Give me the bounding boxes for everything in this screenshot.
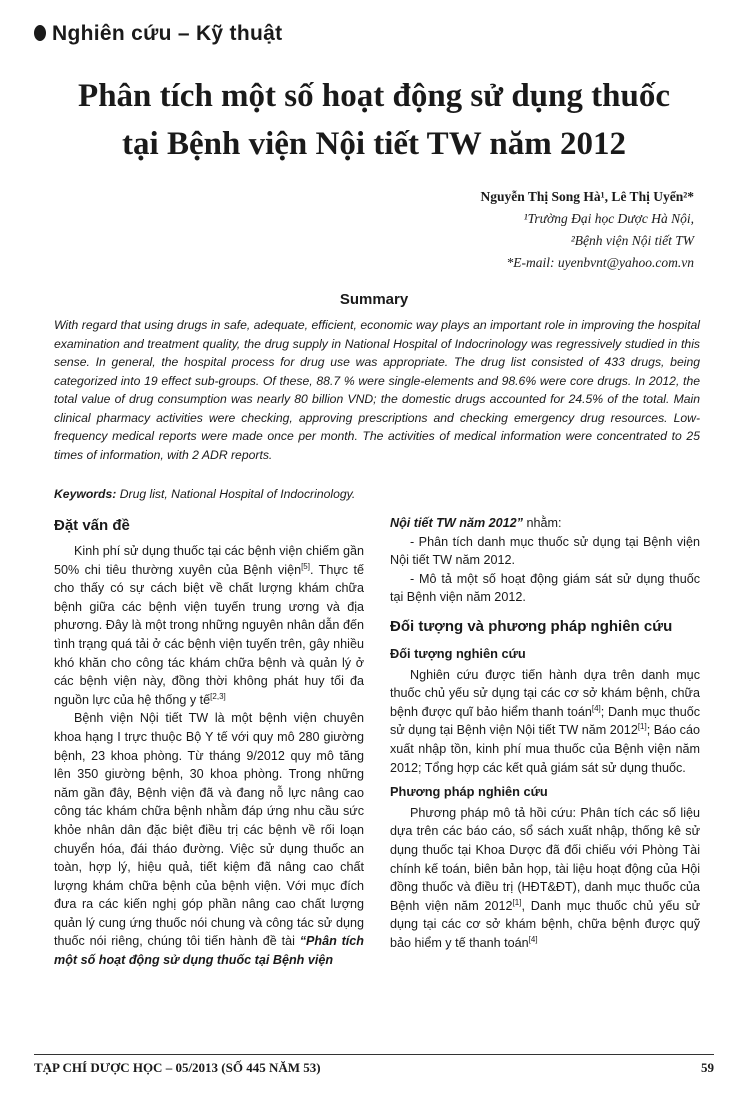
subjects-text-c: ; Báo cáo xuất nhập tồn, kinh phí mua thuốc của Bệnh viện năm 2012; Tổng hợp các kết quả giám sát sử dụng thuốc. xyxy=(390,723,700,775)
footer-divider xyxy=(34,1054,714,1055)
section-tag-label: Nghiên cứu – Kỹ thuật xyxy=(52,22,283,45)
ref-1b: [1] xyxy=(512,897,522,907)
keywords-text: Drug list, National Hospital of Indocrinology. xyxy=(119,487,356,501)
methods-paragraph xyxy=(390,804,700,953)
section-tag xyxy=(34,22,282,46)
summary-heading: Summary xyxy=(339,291,409,308)
bullet-icon xyxy=(34,25,46,41)
heading-introduction: Đặt vấn đề xyxy=(54,517,130,534)
intro-paragraph-2 xyxy=(54,709,364,969)
subjects-text-a: Nghiên cứu được tiến hành dựa trên danh mục thuốc chủ yếu sử dụng tại các cơ sở khám bệnh, chữa bệnh được quĩ bảo hiểm thanh toán xyxy=(390,667,700,719)
objective-2: - Mô tả một số hoạt động giám sát sử dụng thuốc tại Bệnh viện năm 2012. xyxy=(390,571,700,605)
study-title-emphasis: “Phân tích một số hoạt động sử dụng thuốc tại Bệnh viện xyxy=(54,934,364,968)
title-line-1: Phân tích một số hoạt động sử dụng thuốc xyxy=(78,78,670,114)
title-line-2: tại Bệnh viện Nội tiết TW năm 2012 xyxy=(122,126,626,162)
subheading-methods: Phương pháp nghiên cứu xyxy=(390,784,548,800)
summary-text: With regard that using drugs in safe, adequate, efficient, economic way plays an important role in improving the hospital examination and treatment quality, the drug supply in National Hospital of Indocrinology was regressively studied in this sense. In general, the hospital process for drug use was appropriate. The drug list consisted of 433 drugs, being categorized into 19 effect sub-groups. Of these, 88.7 % were single-elements and 98.6% were core drugs. In 2012, the total value of drug consumption was nearly 80 billion VND; the domestic drugs accounted for 24.5% of the total. Main clinical pharmacy activities were checking, approving prescriptions and checking emergency drug resources. Low-frequency medical reports were made once per month. The activities of medical information were concentrated to 25 times of information, with 2 ADR reports. xyxy=(54,318,700,462)
ref-1: [1] xyxy=(637,722,647,732)
ref-4: [4] xyxy=(591,703,601,713)
journal-footer: TẠP CHÍ DƯỢC HỌC – 05/2013 (SỐ 445 NĂM 53) xyxy=(34,1060,321,1075)
author-names: Nguyễn Thị Song Hà¹, Lê Thị Uyển²* xyxy=(480,189,694,204)
methods-text-a: Phương pháp mô tả hồi cứu: Phân tích các số liệu dựa trên các báo cáo, sổ sách xuất nhập, thống kê sử dụng thuốc tại Khoa Dược đã đối chiếu với Phòng Tài chính kế toán, biên bản họp, tài liệu hoạt động của Hội đồng thuốc và điều trị (HĐT&ĐT), danh mục thuốc của Bệnh viện năm 2012 xyxy=(390,805,700,913)
keywords-label: Keywords: xyxy=(54,487,117,501)
subjects-text-b: ; Danh mục thuốc sử dụng tại Bệnh viện Nội tiết TW năm 2012 xyxy=(390,704,700,738)
subheading-subjects: Đối tượng nghiên cứu xyxy=(390,645,526,661)
methods-text-b: , Danh mục thuốc chủ yếu sử dụng tại các cơ sở khám bệnh, chữa bệnh được quỹ bảo hiểm y tế thanh toán xyxy=(390,898,701,950)
intro-paragraph-1 xyxy=(54,542,364,709)
intro-p1-text-b: . Thực tế cho thấy có sự cách biệt về chất lượng khám chữa bệnh giữa các bệnh viện tuyến trung ương và địa phương. Đây là một trong những nguyên nhân dẫn đến tình trạng quá tải ở các bệnh viện tuyến trên, gây nhiều khó khăn cho công tác khám chữa bệnh và quản lý ở các bệnh viện này, đồng thời không phát huy tối đa nguồn lực của hệ thống y tế xyxy=(54,562,364,707)
right-column xyxy=(390,514,700,952)
ref-5: [5] xyxy=(301,561,310,571)
author-email: *E-mail: uyenbvnt@yahoo.com.vn xyxy=(506,255,694,270)
keywords xyxy=(54,487,355,501)
affiliation-1: ¹Trường Đại học Dược Hà Nội, xyxy=(523,211,694,226)
left-column xyxy=(54,514,364,970)
ref-2-3: [2,3] xyxy=(210,691,226,701)
authors-block xyxy=(480,186,694,274)
heading-methods: Đối tượng và phương pháp nghiên cứu xyxy=(390,617,673,635)
article-title xyxy=(0,72,748,168)
affiliation-2: ²Bệnh viện Nội tiết TW xyxy=(570,233,694,248)
intro-p2-text: Bệnh viện Nội tiết TW là một bệnh viện chuyên khoa hạng I trực thuộc Bộ Y tế với quy mô 280 giường bệnh, 23 khoa phòng. Từ tháng 9/2012 quy mô tăng lên 350 giường bệnh, 30 khoa phòng. Trong những năm gần đây, Bệnh viện đã và đang nỗ lực nâng cao công tác khám chữa bệnh nhằm đáp ứng nhu cầu sức khỏe nhân dân đặc biệt điều trị các bệnh về rối loạn chuyển hóa, đái tháo đường. Việc sử dụng thuốc an toàn, hợp lý, hiệu quả, tiết kiệm đã nâng cao chất lượng khám chữa bệnh của bệnh viện. Với mục đích đưa ra các kiến nghị góp phần nâng cao chất lượng quản lý cung ứng thuốc nói chung và công tác sử dụng thuốc nói riêng, chúng tôi tiến hành đề tài xyxy=(54,711,364,949)
intro-p1-text: Kinh phí sử dụng thuốc tại các bệnh viện chiếm gần 50% chi tiêu thường xuyên của Bệnh viện xyxy=(54,544,364,577)
objective-intro xyxy=(390,514,700,533)
objective-1: - Phân tích danh mục thuốc sử dụng tại Bệnh viện Nội tiết TW năm 2012. xyxy=(390,534,700,568)
subjects-paragraph xyxy=(390,666,700,778)
study-title-emphasis-cont: Nội tiết TW năm 2012” xyxy=(390,516,523,530)
ref-4b: [4] xyxy=(528,934,538,944)
page-number: 59 xyxy=(701,1060,714,1075)
objective-intro-text: nhằm: xyxy=(522,516,562,530)
